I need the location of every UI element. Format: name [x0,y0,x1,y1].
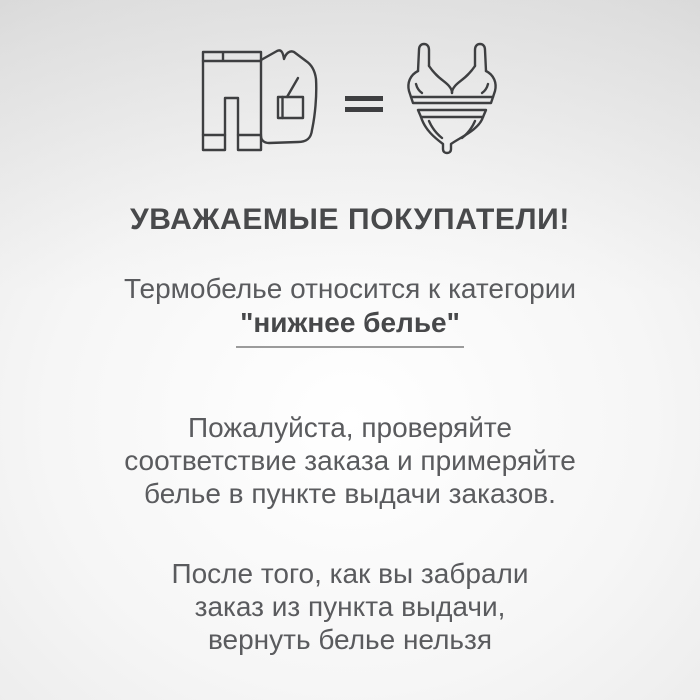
equals-icon [345,96,383,112]
check-line-3: белье в пункте выдачи заказов. [144,478,556,509]
equals-bar-bottom [345,107,383,112]
no-return-line-3: вернуть белье нельзя [207,624,493,655]
category-line-2: "нижнее белье" [240,307,460,338]
check-line-2: соответствие заказа и примеряйте [124,445,576,476]
thermal-underwear-set-icon [193,40,323,155]
no-return-paragraph [0,557,700,656]
notice-heading: УВАЖАЕМЫЕ ПОКУПАТЕЛИ! [130,203,570,236]
icons-row [0,0,700,155]
check-line-1: Пожалуйста, проверяйте [188,412,512,443]
category-paragraph [0,272,700,348]
no-return-line-1: После того, как вы забрали [171,558,529,589]
category-underline [236,346,464,348]
check-order-paragraph [0,411,700,510]
category-line-1: Термобелье относится к категории [123,273,576,304]
bra-and-panties-icon [397,40,507,155]
equals-bar-top [345,96,383,101]
no-return-line-2: заказ из пункта выдачи, [194,591,506,622]
